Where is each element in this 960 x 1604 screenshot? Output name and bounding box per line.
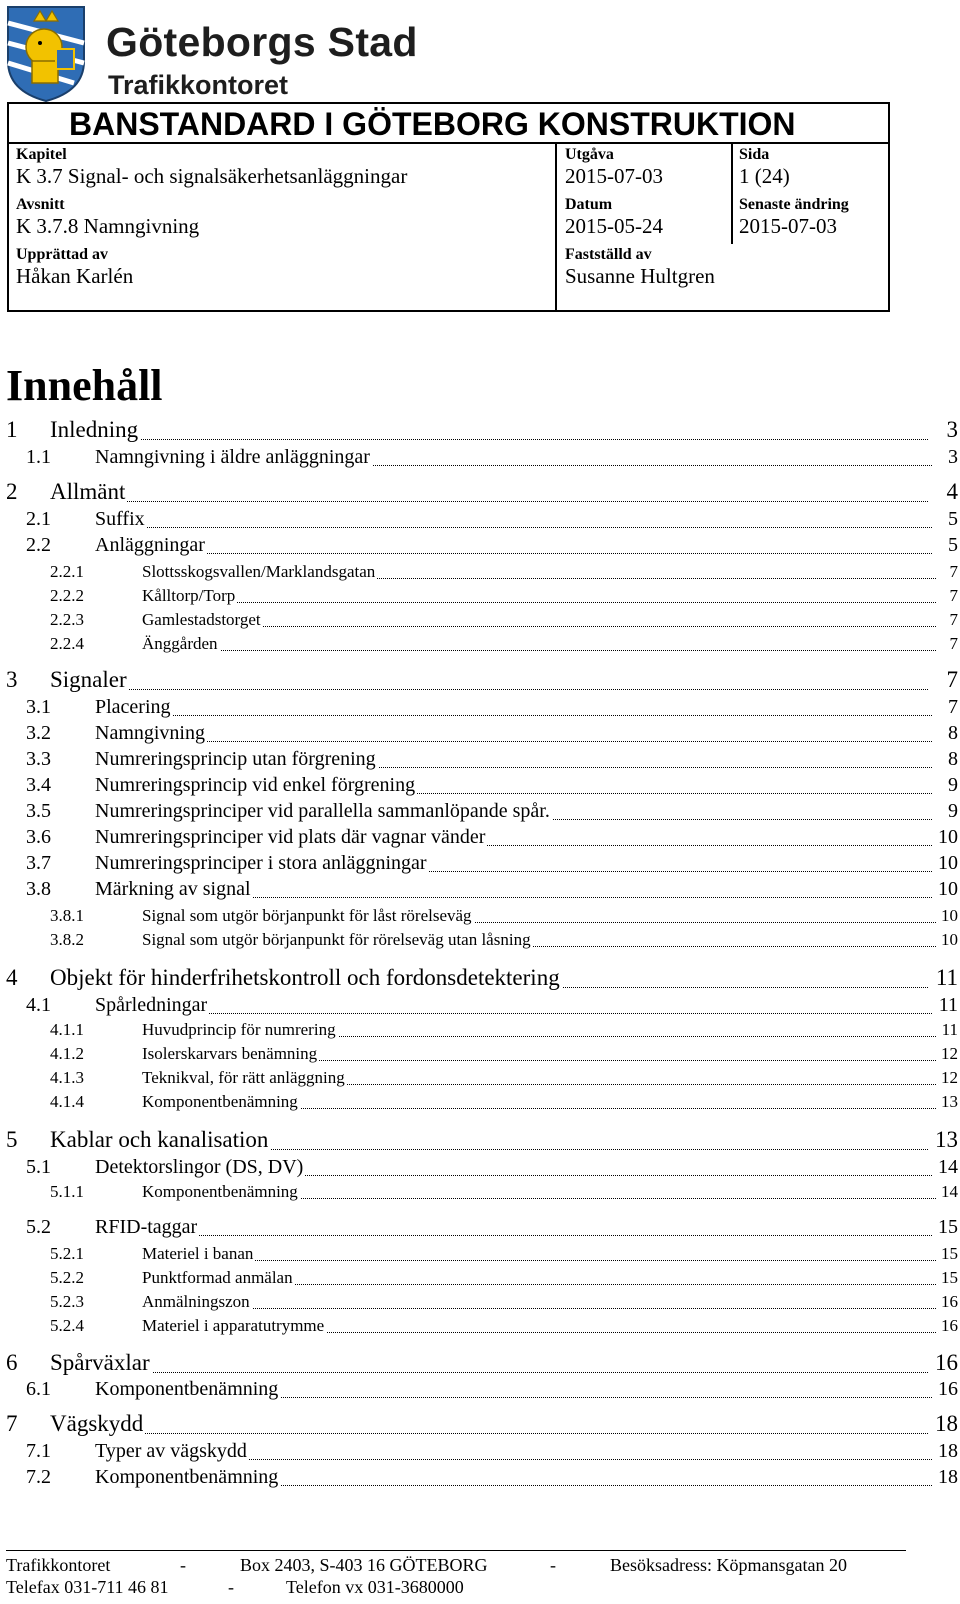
toc-dot-leader [95, 527, 932, 528]
toc-dot-leader [50, 1372, 928, 1373]
toc-entry[interactable] [6, 1316, 958, 1339]
toc-heading: Innehåll [6, 361, 163, 410]
toc-entry-title: Placering [95, 696, 171, 718]
toc-entry-page: 11 [935, 965, 958, 990]
toc-entry-number: 5.1.1 [50, 1182, 84, 1201]
org-name: Göteborgs Stad [106, 19, 418, 65]
toc-entry[interactable] [6, 446, 958, 472]
toc-entry[interactable] [6, 1244, 958, 1267]
goteborg-coat-of-arms-icon [4, 3, 88, 103]
divider [555, 144, 557, 310]
footer-postal-address: Box 2403, S-403 16 GÖTEBORG [240, 1555, 488, 1575]
toc-entry-page: 11 [938, 994, 958, 1016]
toc-entry-number: 4.1.3 [50, 1068, 84, 1087]
toc-entry-title: Spårledningar [95, 994, 208, 1016]
toc-entry-page: 5 [948, 534, 958, 556]
avsnitt-value: K 3.7.8 Namngivning [16, 214, 200, 238]
toc-entry-title: Numreringsprinciper vid plats där vagnar vänder [95, 826, 486, 848]
datum-value: 2015-05-24 [565, 214, 663, 238]
toc-entry-title: Vägskydd [50, 1411, 144, 1436]
toc-entry-number: 3.4 [26, 774, 51, 796]
utgava-label: Utgåva [565, 146, 614, 163]
toc-entry-title: Huvudprincip för numrering [142, 1020, 336, 1039]
footer-separator: - [228, 1577, 234, 1597]
toc-entry-page: 16 [941, 1316, 958, 1335]
toc-entry-title: Anmälningszon [142, 1292, 250, 1311]
footer-separator: - [180, 1555, 186, 1575]
toc-entry-title: Spårväxlar [50, 1350, 150, 1375]
toc-entry-page: 7 [949, 562, 958, 581]
toc-entry-page: 16 [941, 1292, 958, 1311]
toc-entry-number: 3.8.1 [50, 906, 84, 925]
toc-entry-title: Typer av vägskydd [95, 1440, 247, 1462]
toc-dot-leader [142, 602, 936, 603]
toc-dot-leader [95, 715, 932, 716]
toc-entry-number: 4.1 [26, 994, 51, 1016]
toc-entry-page: 10 [941, 906, 958, 925]
toc-entry-title: Komponentbenämning [95, 1466, 279, 1488]
toc-entry-page: 7 [948, 696, 958, 718]
toc-entry-title: Komponentbenämning [142, 1182, 298, 1201]
toc-entry-page: 10 [941, 930, 958, 949]
toc-entry-number: 3.3 [26, 748, 51, 770]
toc-entry-title: Märkning av signal [95, 878, 251, 900]
toc-entry-number: 5 [6, 1127, 18, 1152]
toc-dot-leader [50, 1433, 928, 1434]
toc-entry-title: Komponentbenämning [95, 1378, 279, 1400]
toc-entry-number: 5.2 [26, 1216, 51, 1238]
toc-entry-title: Gamlestadstorget [142, 610, 261, 629]
kapitel-value: K 3.7 Signal- och signalsäkerhetsanläggningar [16, 164, 408, 188]
toc-entry-page: 8 [948, 748, 958, 770]
toc-entry[interactable] [6, 610, 958, 633]
toc-entry[interactable] [6, 930, 958, 953]
toc-entry-page: 9 [948, 800, 958, 822]
datum-label: Datum [565, 196, 613, 213]
toc-entry-page: 10 [938, 878, 958, 900]
toc-entry-page: 13 [941, 1092, 958, 1111]
upprattad-av-cell [16, 246, 133, 289]
toc-entry[interactable] [6, 667, 958, 696]
toc-entry-page: 11 [941, 1020, 958, 1039]
footer-fax: Telefax 031-711 46 81 [6, 1577, 169, 1597]
footer-org: Trafikkontoret [6, 1555, 111, 1575]
sida-label: Sida [739, 146, 770, 163]
toc-entry-number: 4.1.2 [50, 1044, 84, 1063]
toc-entry-page: 13 [935, 1127, 958, 1152]
toc-dot-leader [142, 650, 936, 651]
toc-entry-page: 15 [941, 1244, 958, 1263]
toc-entry[interactable] [6, 906, 958, 929]
footer-visiting-address: Besöksadress: Köpmansgatan 20 [610, 1555, 847, 1575]
toc-entry-number: 3.2 [26, 722, 51, 744]
toc-entry-page: 9 [948, 774, 958, 796]
toc-entry[interactable] [6, 1044, 958, 1067]
footer-separator: - [550, 1555, 556, 1575]
toc-entry-page: 4 [946, 479, 958, 504]
toc-entry[interactable] [6, 1216, 958, 1242]
toc-dot-leader [142, 1260, 936, 1261]
toc-entry[interactable] [6, 748, 958, 774]
toc-entry-page: 12 [941, 1068, 958, 1087]
toc-entry[interactable] [6, 1378, 958, 1404]
toc-entry-title: Numreringsprincip utan förgrening [95, 748, 376, 770]
toc-dot-leader [50, 439, 928, 440]
toc-entry[interactable] [6, 1350, 958, 1379]
toc-dot-leader [95, 553, 932, 554]
faststalld-av-label: Fastställd av [565, 246, 652, 263]
toc-entry-number: 2.2.1 [50, 562, 84, 581]
faststalld-av-cell [565, 246, 715, 289]
toc-entry-page: 3 [948, 446, 958, 468]
toc-entry-page: 14 [938, 1156, 958, 1178]
toc-entry-page: 14 [941, 1182, 958, 1201]
toc-entry-page: 8 [948, 722, 958, 744]
toc-entry-page: 7 [949, 586, 958, 605]
senaste-andring-cell [739, 196, 849, 239]
toc-entry-number: 5.2.2 [50, 1268, 84, 1287]
toc-entry-page: 16 [938, 1378, 958, 1400]
toc-entry-number: 3.6 [26, 826, 51, 848]
toc-entry-number: 7 [6, 1411, 18, 1436]
toc-entry-page: 12 [941, 1044, 958, 1063]
toc-entry[interactable] [6, 826, 958, 852]
toc-entry-number: 6.1 [26, 1378, 51, 1400]
toc-entry-number: 2.1 [26, 508, 51, 530]
toc-entry-number: 5.2.4 [50, 1316, 84, 1335]
toc-entry-title: Suffix [95, 508, 145, 530]
datum-cell [565, 196, 663, 239]
toc-entry-number: 7.2 [26, 1466, 51, 1488]
toc-entry[interactable] [6, 417, 958, 446]
toc-entry[interactable] [6, 479, 958, 508]
footer-rule [6, 1550, 906, 1551]
toc-entry-title: Numreringsprincip vid enkel förgrening [95, 774, 416, 796]
toc-entry-number: 6 [6, 1350, 18, 1375]
toc-entry-title: Punktformad anmälan [142, 1268, 293, 1287]
toc-entry-title: Signal som utgör börjanpunkt för låst rörelseväg [142, 906, 472, 925]
toc-entry-number: 5.1 [26, 1156, 51, 1178]
toc-dot-leader [95, 1013, 932, 1014]
upprattad-av-value: Håkan Karlén [16, 264, 134, 288]
toc-entry-page: 18 [938, 1440, 958, 1462]
toc-entry[interactable] [6, 634, 958, 657]
toc-entry-page: 7 [949, 634, 958, 653]
toc-entry-title: Signaler [50, 667, 127, 692]
toc-entry-title: Inledning [50, 417, 139, 442]
toc-entry[interactable] [6, 800, 958, 826]
toc-entry-title: Änggården [142, 634, 218, 653]
toc-entry-title: Kablar och kanalisation [50, 1127, 269, 1152]
toc-entry-page: 10 [938, 826, 958, 848]
toc-entry-number: 5.2.1 [50, 1244, 84, 1263]
toc-entry-title: Namngivning [95, 722, 205, 744]
toc-entry[interactable] [6, 1020, 958, 1043]
toc-entry-title: Materiel i banan [142, 1244, 254, 1263]
toc-entry-page: 15 [938, 1216, 958, 1238]
toc-entry-page: 18 [935, 1411, 958, 1436]
upprattad-av-label: Upprättad av [16, 246, 109, 263]
toc-entry-number: 5.2.3 [50, 1292, 84, 1311]
toc-entry-page: 7 [946, 667, 958, 692]
toc-entry[interactable] [6, 508, 958, 534]
toc-entry-title: Detektorslingor (DS, DV) [95, 1156, 304, 1178]
toc-entry-number: 1 [6, 417, 18, 442]
utgava-cell [565, 146, 663, 189]
toc-entry[interactable] [6, 696, 958, 722]
toc-entry-number: 3.7 [26, 852, 51, 874]
toc-entry-page: 18 [938, 1466, 958, 1488]
sida-value: 1 (24) [739, 164, 790, 188]
toc-entry[interactable] [6, 1127, 958, 1156]
divider [731, 144, 733, 244]
toc-entry-title: Allmänt [50, 479, 126, 504]
toc-entry[interactable] [6, 1411, 958, 1440]
toc-entry[interactable] [6, 1440, 958, 1466]
toc-entry[interactable] [6, 852, 958, 878]
toc-entry[interactable] [6, 586, 958, 609]
document-title: BANSTANDARD I GÖTEBORG KONSTRUKTION [9, 104, 888, 144]
utgava-value: 2015-07-03 [565, 164, 663, 188]
toc-entry-number: 3.8 [26, 878, 51, 900]
toc-entry-page: 7 [949, 610, 958, 629]
toc-entry-number: 2 [6, 479, 18, 504]
toc-entry-number: 7.1 [26, 1440, 51, 1462]
toc-entry[interactable] [6, 1068, 958, 1091]
toc-entry[interactable] [6, 722, 958, 748]
toc-entry[interactable] [6, 534, 958, 560]
toc-entry[interactable] [6, 965, 958, 994]
toc-entry-title: Signal som utgör börjanpunkt för rörelseväg utan låsning [142, 930, 531, 949]
toc-entry-title: Numreringsprinciper vid parallella sammanlöpande spår. [95, 800, 550, 822]
toc-dot-leader [95, 1235, 932, 1236]
toc-entry-number: 4.1.1 [50, 1020, 84, 1039]
toc-entry-title: Objekt för hinderfrihetskontroll och fordonsdetektering [50, 965, 560, 990]
toc-entry-title: Isolerskarvars benämning [142, 1044, 318, 1063]
toc-entry-title: Anläggningar [95, 534, 205, 556]
faststalld-av-value: Susanne Hultgren [565, 264, 715, 288]
toc-entry-page: 5 [948, 508, 958, 530]
toc-entry[interactable] [6, 1156, 958, 1182]
toc-dot-leader [50, 689, 928, 690]
toc-entry-title: Namngivning i äldre anläggningar [95, 446, 370, 468]
toc-dot-leader [95, 741, 932, 742]
toc-entry-page: 3 [946, 417, 958, 442]
toc-entry-number: 2.2.4 [50, 634, 84, 653]
toc-entry-title: Slottsskogsvallen/Marklandsgatan [142, 562, 376, 581]
toc-entry-page: 15 [941, 1268, 958, 1287]
toc-entry-number: 3.8.2 [50, 930, 84, 949]
sida-cell [739, 146, 790, 189]
toc-entry[interactable] [6, 1092, 958, 1115]
toc-entry-number: 2.2.3 [50, 610, 84, 629]
toc-dot-leader [50, 501, 928, 502]
toc-entry[interactable] [6, 1466, 958, 1492]
toc-entry-title: Kålltorp/Torp [142, 586, 236, 605]
toc-entry-number: 3.1 [26, 696, 51, 718]
toc-entry-title: Komponentbenämning [142, 1092, 298, 1111]
toc-entry[interactable] [6, 878, 958, 904]
toc-entry[interactable] [6, 1292, 958, 1315]
toc-entry-page: 10 [938, 852, 958, 874]
toc-entry-number: 4 [6, 965, 18, 990]
footer-phone: Telefon vx 031-3680000 [286, 1577, 464, 1597]
toc-entry[interactable] [6, 994, 958, 1020]
toc-entry-number: 3.5 [26, 800, 51, 822]
toc-entry-number: 3 [6, 667, 18, 692]
toc-entry-title: Materiel i apparatutrymme [142, 1316, 325, 1335]
toc-dot-leader [142, 1308, 936, 1309]
toc-entry[interactable] [6, 1268, 958, 1291]
kapitel-label: Kapitel [16, 146, 67, 163]
toc-entry-number: 4.1.4 [50, 1092, 84, 1111]
toc-entry-page: 16 [935, 1350, 958, 1375]
senaste-andring-value: 2015-07-03 [739, 214, 837, 238]
senaste-andring-label: Senaste ändring [739, 196, 849, 213]
toc-entry-title: Teknikval, för rätt anläggning [142, 1068, 345, 1087]
toc-entry-title: RFID-taggar [95, 1216, 198, 1238]
department-name: Trafikkontoret [108, 70, 289, 100]
toc-entry-number: 1.1 [26, 446, 51, 468]
toc-entry-number: 2.2 [26, 534, 51, 556]
toc-entry[interactable] [6, 562, 958, 585]
toc-entry[interactable] [6, 774, 958, 800]
toc-entry-title: Numreringsprinciper i stora anläggningar [95, 852, 427, 874]
avsnitt-label: Avsnitt [16, 196, 65, 213]
avsnitt-cell [16, 196, 199, 239]
toc-entry-number: 2.2.2 [50, 586, 84, 605]
toc-entry[interactable] [6, 1182, 958, 1205]
kapitel-cell [16, 146, 407, 189]
document-header-table [7, 102, 890, 312]
